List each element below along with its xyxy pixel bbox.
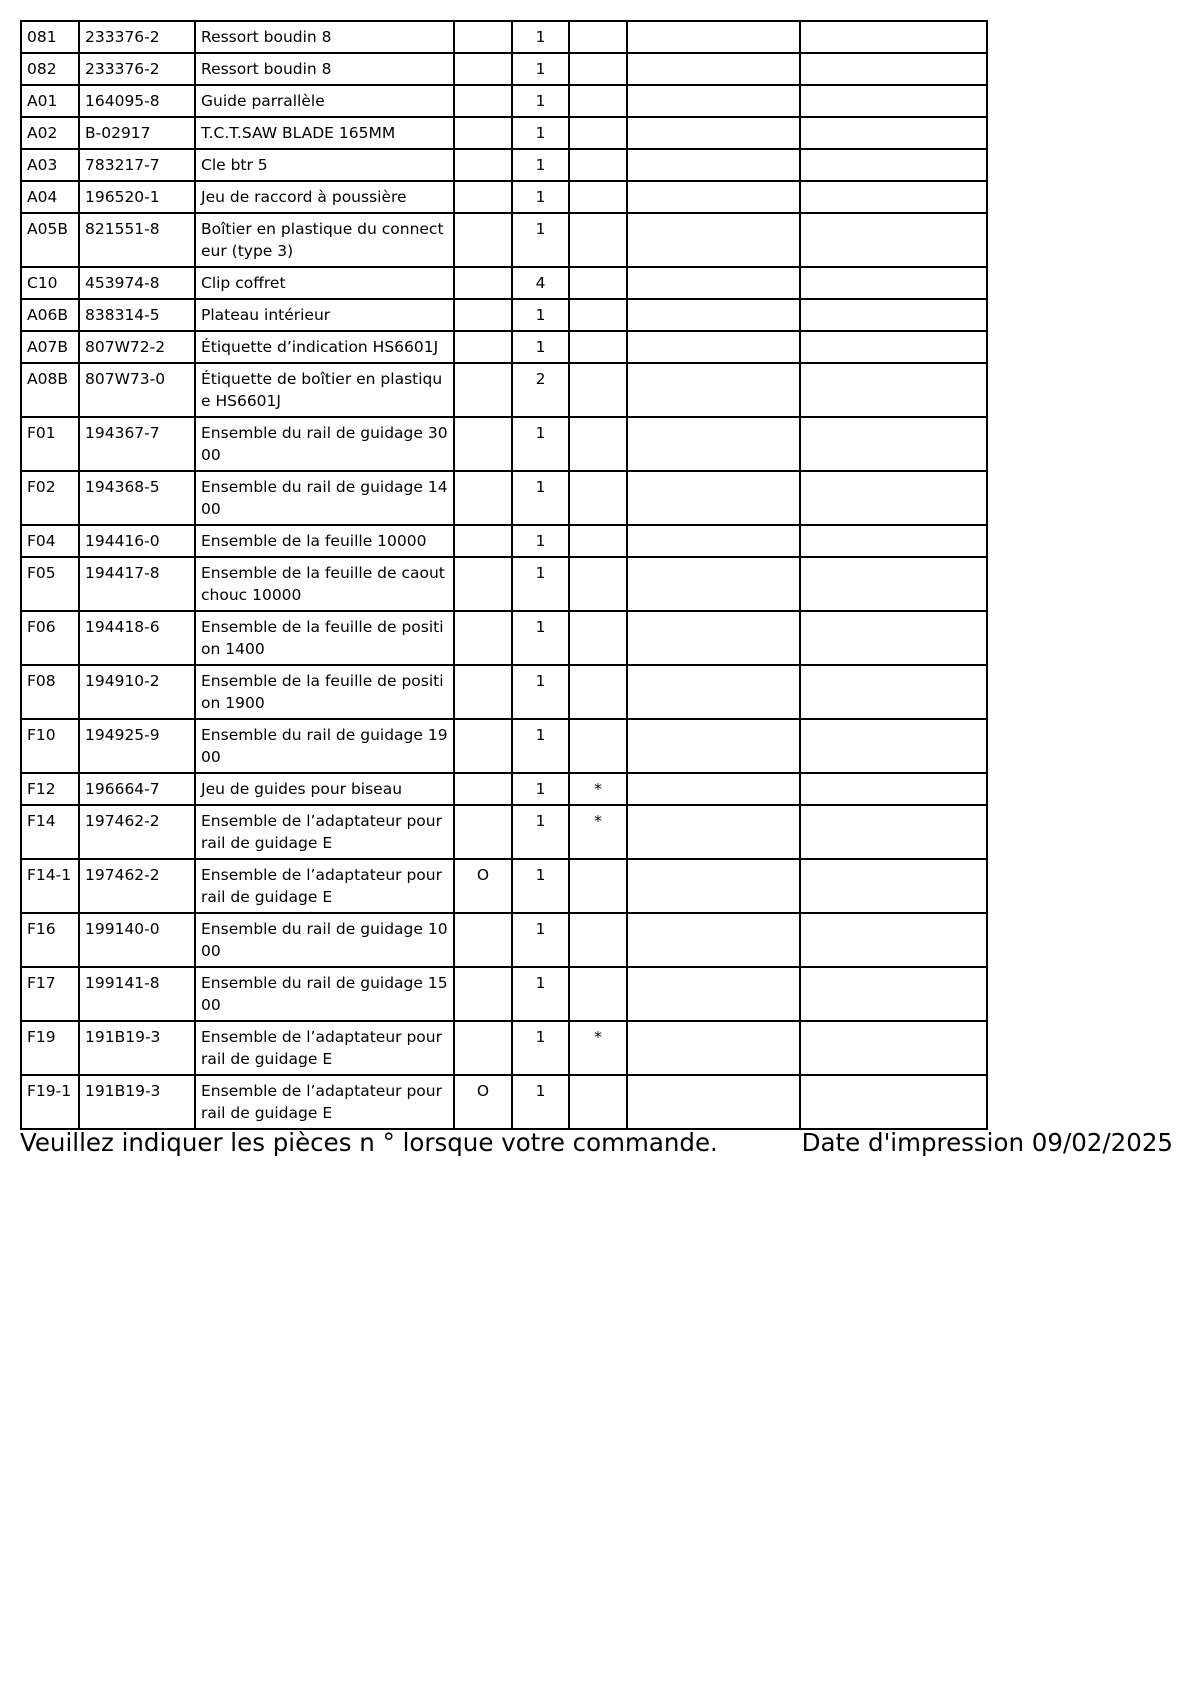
- table-row: [21, 1021, 987, 1075]
- description-cell: Ensemble de la feuille de caoutchouc 10000: [195, 557, 454, 611]
- table-row: [21, 719, 987, 773]
- quantity-cell: 1: [512, 665, 569, 719]
- option-cell: [454, 181, 512, 213]
- blank-cell: [627, 913, 800, 967]
- table-row: [21, 859, 987, 913]
- quantity-cell: 1: [512, 859, 569, 913]
- table-row: [21, 149, 987, 181]
- description-cell: Étiquette de boîtier en plastique HS6601J: [195, 363, 454, 417]
- option-cell: [454, 53, 512, 85]
- description-cell: Ensemble de la feuille de position 1900: [195, 665, 454, 719]
- item-number-cell: A07B: [21, 331, 79, 363]
- quantity-cell: 1: [512, 719, 569, 773]
- blank-cell: [800, 913, 987, 967]
- option-cell: [454, 913, 512, 967]
- description-cell: Ensemble de l’adaptateur pour rail de guidage E: [195, 1021, 454, 1075]
- item-number-cell: F02: [21, 471, 79, 525]
- option-cell: [454, 21, 512, 53]
- table-row: [21, 611, 987, 665]
- table-row: [21, 773, 987, 805]
- blank-cell: [800, 363, 987, 417]
- table-row: [21, 1075, 987, 1129]
- option-cell: [454, 363, 512, 417]
- blank-cell: [627, 21, 800, 53]
- description-cell: Ensemble du rail de guidage 1000: [195, 913, 454, 967]
- part-number-cell: 807W73-0: [79, 363, 195, 417]
- table-row: [21, 117, 987, 149]
- item-number-cell: A06B: [21, 299, 79, 331]
- item-number-cell: F16: [21, 913, 79, 967]
- blank-cell: [627, 53, 800, 85]
- description-cell: Boîtier en plastique du connecteur (type 3): [195, 213, 454, 267]
- item-number-cell: A02: [21, 117, 79, 149]
- blank-cell: [627, 299, 800, 331]
- option-cell: [454, 665, 512, 719]
- part-number-cell: 199140-0: [79, 913, 195, 967]
- quantity-cell: 1: [512, 53, 569, 85]
- item-number-cell: 082: [21, 53, 79, 85]
- part-number-cell: 191B19-3: [79, 1075, 195, 1129]
- table-row: [21, 417, 987, 471]
- note-mark-cell: [569, 1075, 627, 1129]
- blank-cell: [800, 299, 987, 331]
- table-row: [21, 21, 987, 53]
- quantity-cell: 1: [512, 805, 569, 859]
- option-cell: [454, 967, 512, 1021]
- part-number-cell: 197462-2: [79, 859, 195, 913]
- quantity-cell: 1: [512, 773, 569, 805]
- item-number-cell: A08B: [21, 363, 79, 417]
- table-row: [21, 181, 987, 213]
- note-mark-cell: [569, 53, 627, 85]
- option-cell: O: [454, 859, 512, 913]
- note-mark-cell: [569, 117, 627, 149]
- part-number-cell: 453974-8: [79, 267, 195, 299]
- option-cell: [454, 267, 512, 299]
- blank-cell: [627, 331, 800, 363]
- note-mark-cell: [569, 213, 627, 267]
- table-row: [21, 331, 987, 363]
- description-cell: Jeu de raccord à poussière: [195, 181, 454, 213]
- note-mark-cell: [569, 149, 627, 181]
- option-cell: [454, 417, 512, 471]
- part-number-cell: 199141-8: [79, 967, 195, 1021]
- blank-cell: [627, 611, 800, 665]
- note-mark-cell: [569, 665, 627, 719]
- part-number-cell: 821551-8: [79, 213, 195, 267]
- blank-cell: [800, 611, 987, 665]
- blank-cell: [800, 181, 987, 213]
- print-date: Date d'impression 09/02/2025: [801, 1128, 1173, 1157]
- description-cell: T.C.T.SAW BLADE 165MM: [195, 117, 454, 149]
- option-cell: [454, 525, 512, 557]
- quantity-cell: 1: [512, 1021, 569, 1075]
- part-number-cell: 197462-2: [79, 805, 195, 859]
- item-number-cell: F19-1: [21, 1075, 79, 1129]
- description-cell: Ensemble du rail de guidage 1400: [195, 471, 454, 525]
- blank-cell: [627, 213, 800, 267]
- blank-cell: [627, 417, 800, 471]
- quantity-cell: 1: [512, 299, 569, 331]
- option-cell: [454, 213, 512, 267]
- table-row: [21, 913, 987, 967]
- option-cell: [454, 331, 512, 363]
- item-number-cell: F19: [21, 1021, 79, 1075]
- note-mark-cell: [569, 611, 627, 665]
- part-number-cell: 191B19-3: [79, 1021, 195, 1075]
- note-mark-cell: [569, 85, 627, 117]
- blank-cell: [627, 525, 800, 557]
- table-row: [21, 557, 987, 611]
- item-number-cell: F14-1: [21, 859, 79, 913]
- part-number-cell: 194925-9: [79, 719, 195, 773]
- description-cell: Ensemble du rail de guidage 3000: [195, 417, 454, 471]
- blank-cell: [627, 471, 800, 525]
- item-number-cell: F06: [21, 611, 79, 665]
- note-mark-cell: *: [569, 805, 627, 859]
- blank-cell: [800, 149, 987, 181]
- option-cell: [454, 299, 512, 331]
- description-cell: Ensemble de l’adaptateur pour rail de guidage E: [195, 805, 454, 859]
- note-mark-cell: [569, 363, 627, 417]
- blank-cell: [627, 117, 800, 149]
- item-number-cell: F08: [21, 665, 79, 719]
- quantity-cell: 1: [512, 967, 569, 1021]
- blank-cell: [800, 1075, 987, 1129]
- quantity-cell: 1: [512, 149, 569, 181]
- description-cell: Ressort boudin 8: [195, 53, 454, 85]
- blank-cell: [627, 805, 800, 859]
- table-row: [21, 805, 987, 859]
- item-number-cell: F05: [21, 557, 79, 611]
- blank-cell: [800, 665, 987, 719]
- quantity-cell: 4: [512, 267, 569, 299]
- option-cell: [454, 471, 512, 525]
- note-mark-cell: [569, 267, 627, 299]
- item-number-cell: C10: [21, 267, 79, 299]
- item-number-cell: A04: [21, 181, 79, 213]
- quantity-cell: 1: [512, 913, 569, 967]
- blank-cell: [800, 331, 987, 363]
- note-mark-cell: [569, 181, 627, 213]
- blank-cell: [800, 773, 987, 805]
- part-number-cell: 196520-1: [79, 181, 195, 213]
- blank-cell: [800, 557, 987, 611]
- quantity-cell: 1: [512, 21, 569, 53]
- blank-cell: [800, 719, 987, 773]
- item-number-cell: A01: [21, 85, 79, 117]
- option-cell: [454, 773, 512, 805]
- blank-cell: [800, 85, 987, 117]
- table-row: [21, 525, 987, 557]
- item-number-cell: F14: [21, 805, 79, 859]
- note-mark-cell: [569, 299, 627, 331]
- option-cell: [454, 719, 512, 773]
- blank-cell: [800, 417, 987, 471]
- note-mark-cell: *: [569, 1021, 627, 1075]
- blank-cell: [627, 967, 800, 1021]
- table-row: [21, 53, 987, 85]
- option-cell: [454, 117, 512, 149]
- blank-cell: [800, 859, 987, 913]
- part-number-cell: 194418-6: [79, 611, 195, 665]
- table-row: [21, 85, 987, 117]
- blank-cell: [800, 21, 987, 53]
- note-mark-cell: [569, 471, 627, 525]
- option-cell: [454, 1021, 512, 1075]
- parts-table-body: [21, 21, 987, 1129]
- quantity-cell: 1: [512, 1075, 569, 1129]
- quantity-cell: 1: [512, 181, 569, 213]
- quantity-cell: 2: [512, 363, 569, 417]
- description-cell: Ensemble de la feuille de position 1400: [195, 611, 454, 665]
- part-number-cell: B-02917: [79, 117, 195, 149]
- blank-cell: [627, 719, 800, 773]
- quantity-cell: 1: [512, 213, 569, 267]
- description-cell: Ensemble du rail de guidage 1900: [195, 719, 454, 773]
- item-number-cell: A05B: [21, 213, 79, 267]
- quantity-cell: 1: [512, 85, 569, 117]
- blank-cell: [627, 1075, 800, 1129]
- note-mark-cell: [569, 913, 627, 967]
- note-mark-cell: [569, 557, 627, 611]
- description-cell: Ensemble de la feuille 10000: [195, 525, 454, 557]
- blank-cell: [800, 471, 987, 525]
- part-number-cell: 838314-5: [79, 299, 195, 331]
- part-number-cell: 194417-8: [79, 557, 195, 611]
- quantity-cell: 1: [512, 417, 569, 471]
- table-row: [21, 363, 987, 417]
- blank-cell: [627, 363, 800, 417]
- part-number-cell: 194367-7: [79, 417, 195, 471]
- part-number-cell: 164095-8: [79, 85, 195, 117]
- item-number-cell: F04: [21, 525, 79, 557]
- quantity-cell: 1: [512, 525, 569, 557]
- item-number-cell: 081: [21, 21, 79, 53]
- table-row: [21, 665, 987, 719]
- blank-cell: [627, 149, 800, 181]
- description-cell: Clip coffret: [195, 267, 454, 299]
- blank-cell: [627, 859, 800, 913]
- note-mark-cell: [569, 719, 627, 773]
- blank-cell: [800, 53, 987, 85]
- blank-cell: [627, 181, 800, 213]
- option-cell: O: [454, 1075, 512, 1129]
- blank-cell: [627, 85, 800, 117]
- note-mark-cell: *: [569, 773, 627, 805]
- blank-cell: [627, 665, 800, 719]
- note-mark-cell: [569, 967, 627, 1021]
- description-cell: Guide parrallèle: [195, 85, 454, 117]
- note-mark-cell: [569, 417, 627, 471]
- blank-cell: [800, 525, 987, 557]
- blank-cell: [800, 117, 987, 149]
- option-cell: [454, 557, 512, 611]
- item-number-cell: F01: [21, 417, 79, 471]
- option-cell: [454, 85, 512, 117]
- note-mark-cell: [569, 21, 627, 53]
- blank-cell: [800, 267, 987, 299]
- part-number-cell: 196664-7: [79, 773, 195, 805]
- quantity-cell: 1: [512, 331, 569, 363]
- note-mark-cell: [569, 859, 627, 913]
- item-number-cell: F10: [21, 719, 79, 773]
- table-row: [21, 213, 987, 267]
- quantity-cell: 1: [512, 557, 569, 611]
- blank-cell: [627, 1021, 800, 1075]
- quantity-cell: 1: [512, 471, 569, 525]
- part-number-cell: 194910-2: [79, 665, 195, 719]
- table-row: [21, 967, 987, 1021]
- item-number-cell: F17: [21, 967, 79, 1021]
- description-cell: Ensemble du rail de guidage 1500: [195, 967, 454, 1021]
- part-number-cell: 233376-2: [79, 53, 195, 85]
- option-cell: [454, 149, 512, 181]
- part-number-cell: 194416-0: [79, 525, 195, 557]
- part-number-cell: 233376-2: [79, 21, 195, 53]
- description-cell: Cle btr 5: [195, 149, 454, 181]
- item-number-cell: F12: [21, 773, 79, 805]
- blank-cell: [627, 773, 800, 805]
- part-number-cell: 807W72-2: [79, 331, 195, 363]
- blank-cell: [800, 805, 987, 859]
- item-number-cell: A03: [21, 149, 79, 181]
- blank-cell: [800, 967, 987, 1021]
- table-row: [21, 299, 987, 331]
- note-mark-cell: [569, 525, 627, 557]
- blank-cell: [800, 213, 987, 267]
- description-cell: Étiquette d’indication HS6601J: [195, 331, 454, 363]
- description-cell: Plateau intérieur: [195, 299, 454, 331]
- blank-cell: [800, 1021, 987, 1075]
- description-cell: Jeu de guides pour biseau: [195, 773, 454, 805]
- description-cell: Ressort boudin 8: [195, 21, 454, 53]
- blank-cell: [627, 267, 800, 299]
- quantity-cell: 1: [512, 611, 569, 665]
- part-number-cell: 783217-7: [79, 149, 195, 181]
- part-number-cell: 194368-5: [79, 471, 195, 525]
- note-mark-cell: [569, 331, 627, 363]
- blank-cell: [627, 557, 800, 611]
- description-cell: Ensemble de l’adaptateur pour rail de guidage E: [195, 1075, 454, 1129]
- parts-table: [20, 20, 988, 1130]
- quantity-cell: 1: [512, 117, 569, 149]
- option-cell: [454, 805, 512, 859]
- table-row: [21, 471, 987, 525]
- option-cell: [454, 611, 512, 665]
- order-note: Veuillez indiquer les pièces n ° lorsque votre commande.: [20, 1128, 718, 1157]
- table-row: [21, 267, 987, 299]
- description-cell: Ensemble de l’adaptateur pour rail de guidage E: [195, 859, 454, 913]
